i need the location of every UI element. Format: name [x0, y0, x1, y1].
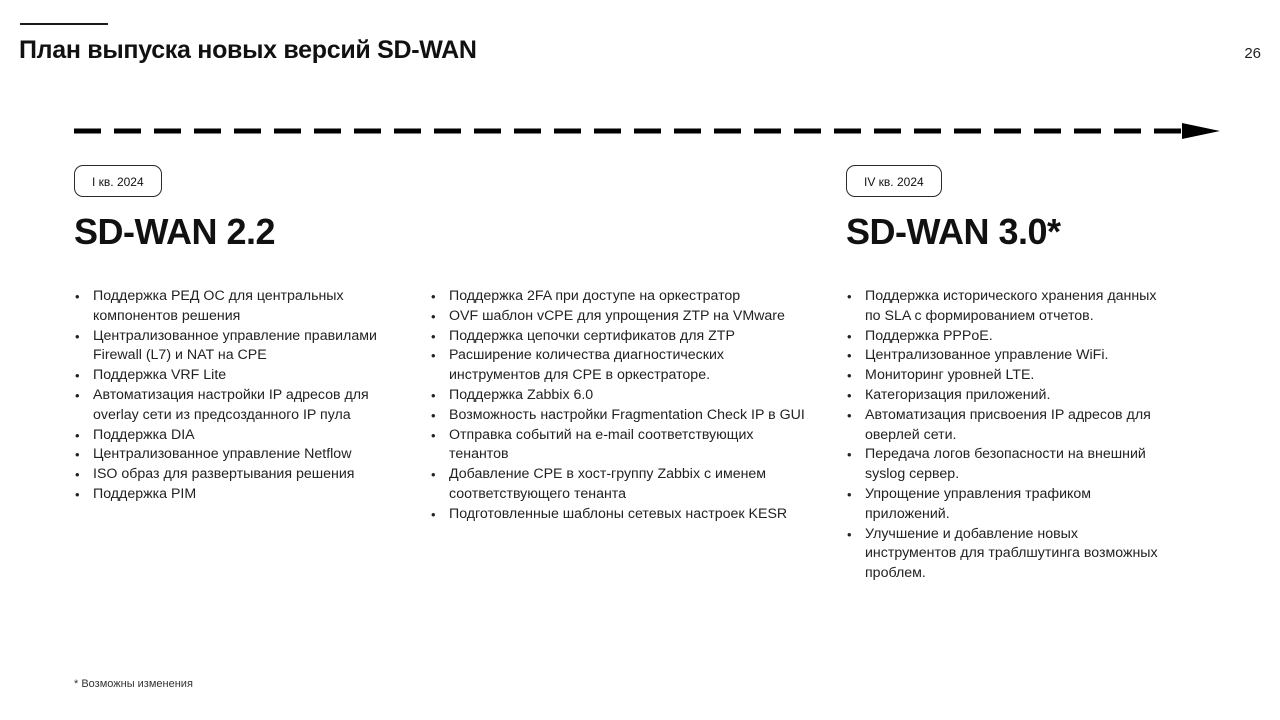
list-item: • OVF шаблон vCPE для упрощения ZTP на VMware — [430, 307, 810, 327]
timeline-arrow — [74, 120, 1224, 142]
list-item: • Централизованное управление правилами Firewall (L7) и NAT на CPE — [74, 327, 394, 367]
release-quarter-badge: I кв. 2024 — [74, 165, 162, 197]
list-item: • Поддержка VRF Lite — [74, 366, 394, 386]
list-item: • Поддержка Zabbix 6.0 — [430, 386, 810, 406]
list-item: • Расширение количества диагностических инструментов для CPE в оркестраторе. — [430, 346, 810, 386]
list-item: • Улучшение и добавление новых инструментов для траблшутинга возможных проблем. — [846, 525, 1164, 584]
timeline-arrowhead — [1182, 123, 1220, 139]
list-item: • Централизованное управление WiFi. — [846, 346, 1164, 366]
list-item: • Поддержка PPPoE. — [846, 327, 1164, 347]
list-item: • Передача логов безопасности на внешний syslog сервер. — [846, 445, 1164, 485]
release-sdwan-2-2 — [74, 165, 275, 253]
release-title: SD-WAN 2.2 — [74, 211, 276, 252]
release-sdwan-3-0 — [846, 165, 1061, 253]
list-item: • Категоризация приложений. — [846, 386, 1164, 406]
release-quarter-badge: IV кв. 2024 — [846, 165, 942, 197]
list-item: • ISO образ для развертывания решения — [74, 465, 394, 485]
list-item: • Мониторинг уровней LTE. — [846, 366, 1164, 386]
title-accent-line — [20, 23, 108, 25]
footnote: * Возможны изменения — [74, 678, 193, 690]
list-item: • Добавление CPE в хост-группу Zabbix с именем соответствующего тенанта — [430, 465, 810, 505]
list-item: • Поддержка PIM — [74, 485, 394, 505]
page-number: 26 — [1244, 45, 1261, 62]
feature-list-2-2-part2 — [430, 287, 810, 525]
list-item: • Автоматизация присвоения IP адресов для оверлей сети. — [846, 406, 1164, 446]
list-item: • Поддержка цепочки сертификатов для ZTP — [430, 327, 810, 347]
list-item: • Поддержка 2FA при доступе на оркестратор — [430, 287, 810, 307]
list-item: • Поддержка исторического хранения данных по SLA с формированием отчетов. — [846, 287, 1164, 327]
list-item: • Поддержка DIA — [74, 426, 394, 446]
list-item: • Упрощение управления трафиком приложений. — [846, 485, 1164, 525]
release-title: SD-WAN 3.0* — [846, 211, 1061, 252]
list-item: • Автоматизация настройки IP адресов для overlay сети из предсозданного IP пула — [74, 386, 394, 426]
page-title: План выпуска новых версий SD-WAN — [19, 36, 477, 64]
feature-list-3-0 — [846, 287, 1164, 584]
list-item: • Отправка событий на e-mail соответствующих тенантов — [430, 426, 810, 466]
list-item: • Централизованное управление Netflow — [74, 445, 394, 465]
list-item: • Возможность настройки Fragmentation Check IP в GUI — [430, 406, 810, 426]
feature-list-2-2-part1 — [74, 287, 394, 505]
list-item: • Поддержка РЕД ОС для центральных компонентов решения — [74, 287, 394, 327]
list-item: • Подготовленные шаблоны сетевых настроек KESR — [430, 505, 810, 525]
